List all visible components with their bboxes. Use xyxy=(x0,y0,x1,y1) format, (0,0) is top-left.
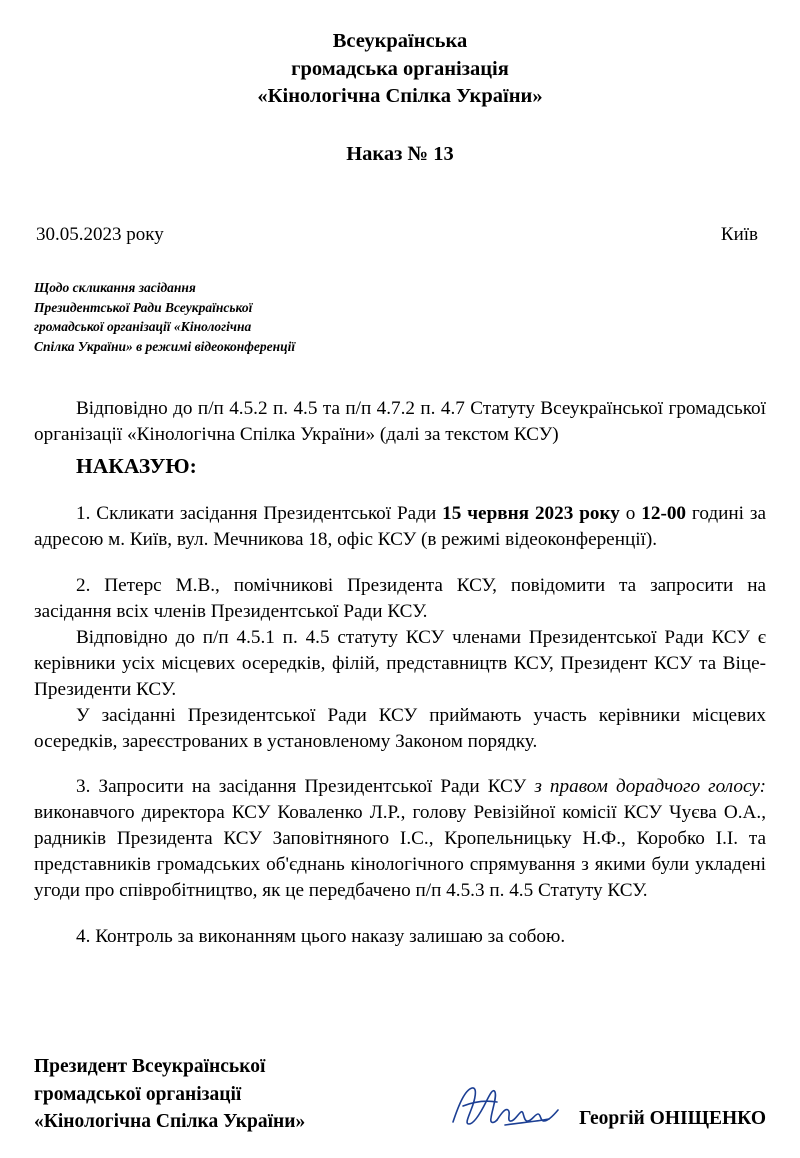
signer-title-line-3: «Кінологічна Спілка України» xyxy=(34,1111,306,1133)
signature-row xyxy=(34,1053,766,1136)
subject-line-3: громадської організації «Кінологічна xyxy=(34,319,252,335)
order-item-1 xyxy=(34,501,766,553)
signer-title-line-2: громадської організації xyxy=(34,1083,242,1105)
subject-line-4: Спілка України» в режимі відеоконференції xyxy=(34,338,296,354)
document-subject xyxy=(34,278,434,356)
item3-text-a: 3. Запросити на засідання Президентської Ради КСУ xyxy=(76,776,535,798)
signature-and-name xyxy=(445,1078,766,1136)
item1-time-bold: 12-00 xyxy=(641,503,687,525)
subject-line-1: Щодо скликання засідання xyxy=(34,280,196,296)
item1-date-bold: 15 червня 2023 року xyxy=(442,503,620,525)
item3-italic-phrase: з правом дорадчого голосу: xyxy=(534,776,766,798)
subject-line-2: Президентської Ради Всеукраїнської xyxy=(34,299,253,315)
order-title: Наказ № 13 xyxy=(346,143,454,166)
order-item-2-sub-1: Відповідно до п/п 4.5.1 п. 4.5 статуту КСУ членами Президентської Ради КСУ є керівники усіх місцевих осередків, філій, представництв КСУ, Президент КСУ та Віце-Президенти КСУ. xyxy=(34,626,766,700)
signature-block xyxy=(34,1053,766,1136)
order-item-2: 2. Петерс М.В., помічникові Президента КСУ, повідомити та запросити на засідання всіх членів Президентської Ради КСУ. xyxy=(34,574,766,622)
order-item-3 xyxy=(34,774,766,904)
org-header-line-1: Всеукраїнська xyxy=(332,30,468,52)
document-body xyxy=(34,396,766,950)
item1-text-b: о xyxy=(619,503,642,525)
preamble-paragraph: Відповідно до п/п 4.5.2 п. 4.5 та п/п 4.7.2 п. 4.7 Статуту Всеукраїнської громадської організації «Кінологічна Спілка України» (далі за текстом КСУ) xyxy=(34,398,766,446)
signer-title xyxy=(34,1053,305,1136)
order-keyword-paragraph xyxy=(34,452,766,481)
org-header-line-2: громадська організація xyxy=(291,57,509,80)
item1-text-c: годині за адресою м. Київ, вул. Мечникова 18, офіс КСУ (в режимі відеоконференції). xyxy=(34,503,766,551)
document-date: 30.05.2023 року xyxy=(36,224,164,246)
order-item-2-sub-2: У засіданні Президентської Ради КСУ приймають участь керівники місцевих осередків, зареєстрованих в установленому Законом порядку. xyxy=(34,704,766,752)
item3-text-b: виконавчого директора КСУ Коваленко Л.Р., голову Ревізійної комісії КСУ Чуєва О.А., радників Президента КСУ Заповітняного І.С., Кропельницьку Н.Ф., Коробко І.І. та представників громадських об'єднань кінологічного спрямування з якими були укладені угоди про співробітництво, як це передбачено п/п 4.5.3 п. 4.5 Статуту КСУ. xyxy=(34,802,766,902)
handwritten-signature-icon xyxy=(445,1078,565,1134)
order-keyword-colon: : xyxy=(189,454,197,479)
signer-title-line-1: Президент Всеукраїнської xyxy=(34,1055,266,1077)
org-header-line-3: «Кінологічна Спілка України» xyxy=(257,85,543,108)
signer-name: Георгій ОНІЩЕНКО xyxy=(579,1108,766,1129)
date-city-row xyxy=(34,224,766,246)
document-city: Київ xyxy=(720,224,758,246)
organization-header xyxy=(34,28,766,111)
item1-text-a: 1. Скликати засідання Президентської Ради xyxy=(76,503,443,525)
order-item-4: 4. Контроль за виконанням цього наказу залишаю за собою. xyxy=(76,926,566,948)
order-keyword: НАКАЗУЮ xyxy=(76,454,190,479)
